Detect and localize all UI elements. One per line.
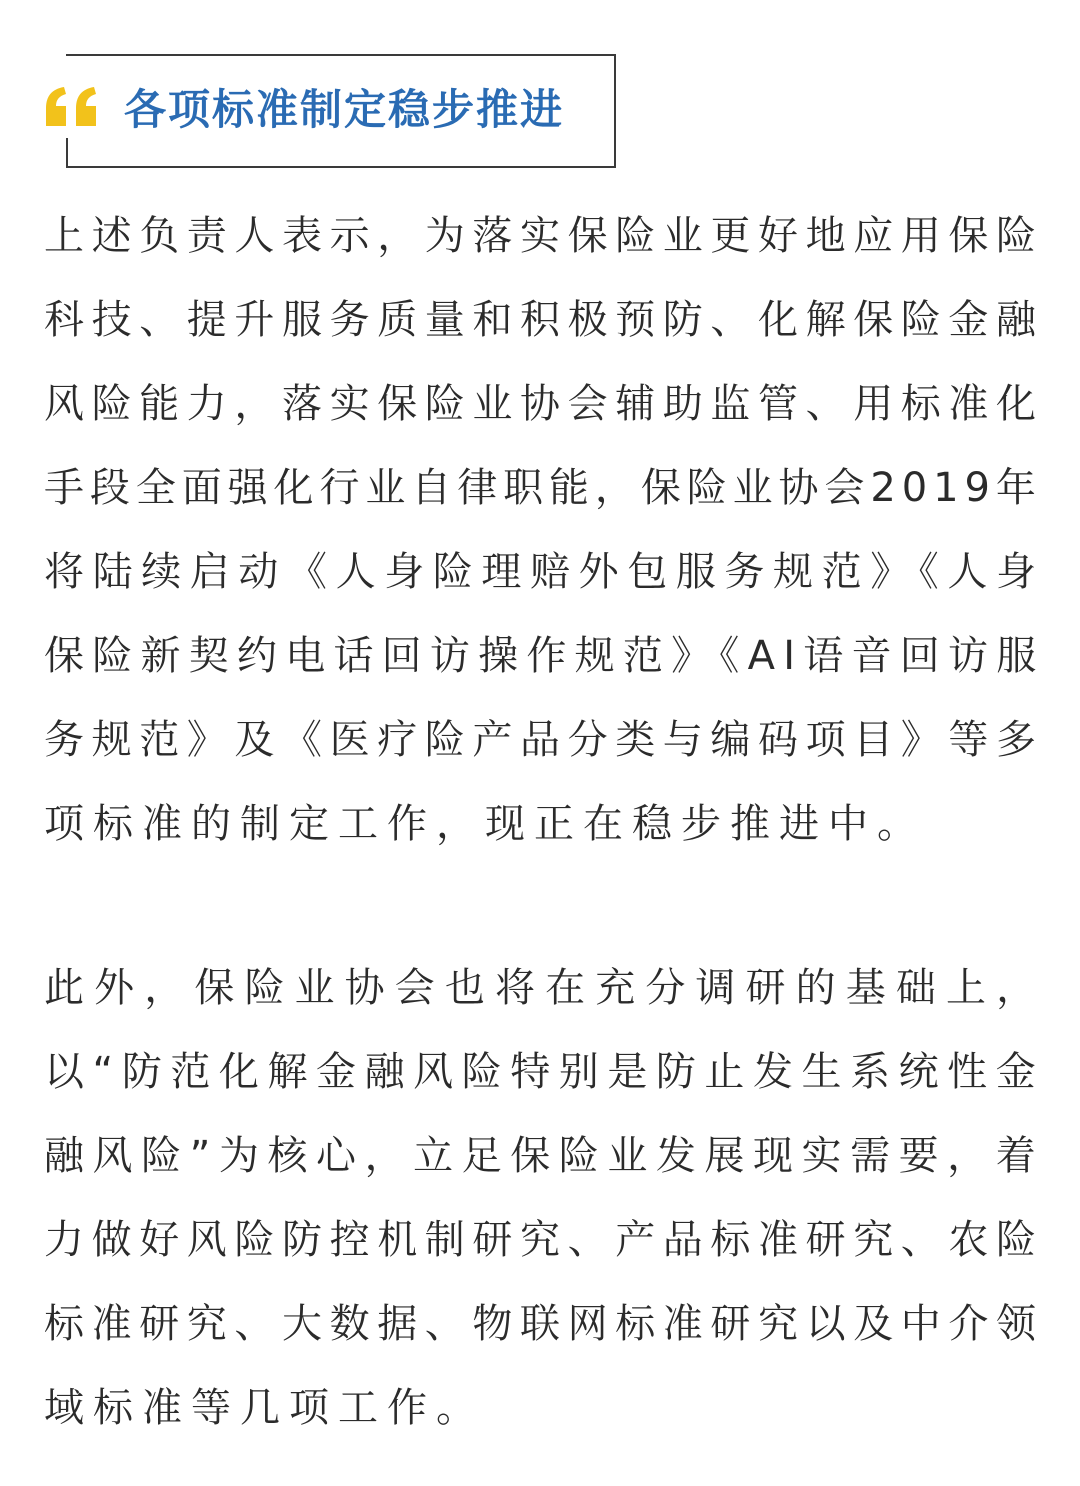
paragraph-line: 上述负责人表示，为落实保险业更好地应用保险: [44, 213, 1044, 259]
paragraph-line: 项标准的制定工作，现正在稳步推进中。: [44, 801, 926, 847]
paragraph-line: 力做好风险防控机制研究、产品标准研究、农险: [44, 1217, 1044, 1263]
paragraph-line: 将陆续启动《人身险理赔外包服务规范》《人身: [44, 549, 1045, 595]
paragraph-line: 科技、提升服务质量和积极预防、化解保险金融: [44, 297, 1044, 343]
paragraph-line: 手段全面强化行业自律职能，保险业协会2019年: [44, 465, 1042, 511]
paragraph-line: 风险能力，落实保险业协会辅助监管、用标准化: [44, 381, 1044, 427]
paragraph-1: [44, 194, 1045, 866]
paragraph-line: 务规范》及《医疗险产品分类与编码项目》等多: [44, 717, 1044, 763]
paragraph-line: 保险新契约电话回访操作规范》《AI语音回访服: [44, 633, 1045, 679]
paragraph-line: 以“防范化解金融风险特别是防止发生系统性金: [44, 1049, 1045, 1095]
paragraph-2: [44, 946, 1047, 1450]
section-heading: 各项标准制定稳步推进: [124, 85, 565, 134]
quote-icon: [42, 86, 102, 130]
heading-frame-stub: [66, 138, 68, 166]
paragraph-line: 域标准等几项工作。: [44, 1385, 485, 1431]
paragraph-line: 标准研究、大数据、物联网标准研究以及中介领: [44, 1301, 1044, 1347]
paragraph-line: 此外，保险业协会也将在充分调研的基础上，: [44, 965, 1047, 1011]
paragraph-line: 融风险”为核心，立足保险业发展现实需要，着: [44, 1133, 1045, 1179]
